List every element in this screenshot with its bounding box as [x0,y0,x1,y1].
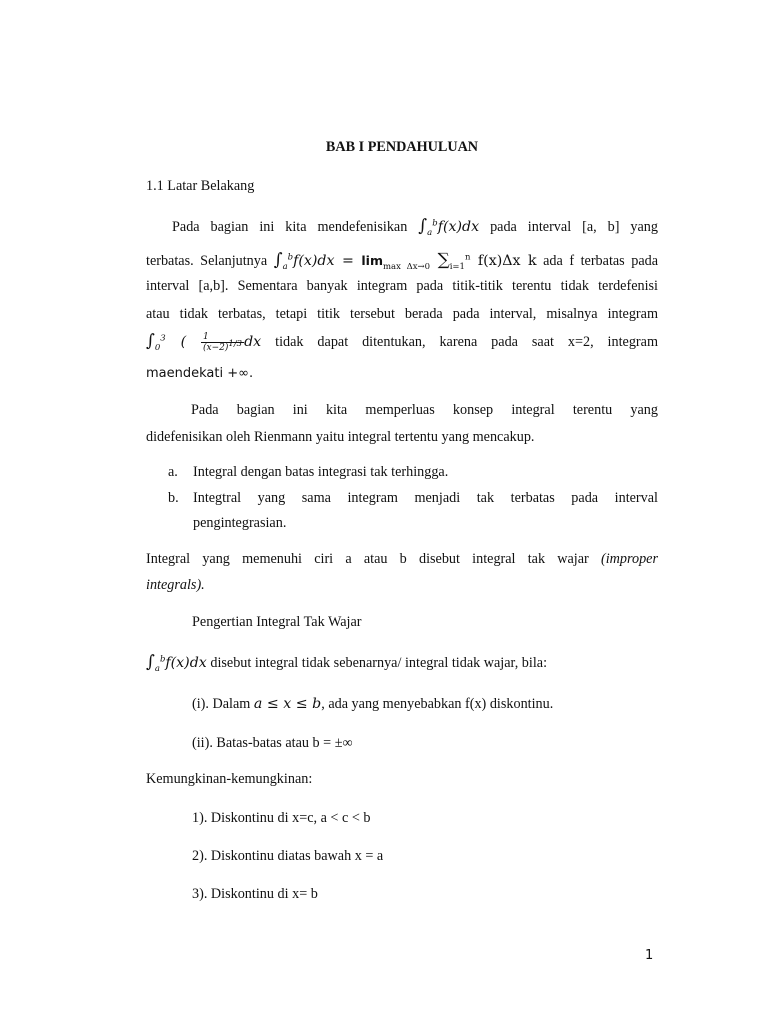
p1-line-5: $\int_0^3$ ( $\frac{1}{(x-2)^{1/3}}$ dx tidak dapat ditentukan, karena pada saat x=2, integram [146,331,658,353]
subheading: Pengertian Integral Tak Wajar [192,614,362,630]
p1-line-6: maendekati +∞. [146,366,254,381]
p3-line-2: integrals). [146,577,205,593]
chapter-title: BAB I PENDAHULUAN [325,139,479,155]
p1-line-3: interval [a,b]. Sementara banyak integram pada titik-titik terentu tidak terdefenisi [146,278,658,294]
interval-inequality: a ≤ x ≤ b [253,696,322,712]
integral-f-x-dx: $\int_a^bf(x)dx$ [418,216,480,238]
p3-line-1: Integral yang memenuhi ciri a atau b disebut integral tak wajar (improper [146,551,658,567]
list-marker-a: a. [168,464,178,480]
list-item-a: Integral dengan batas integrasi tak terhingga. [193,464,449,480]
example-integral: $\int_0^3$ ( $\frac{1}{(x-2)^{1/3}}$ dx [146,331,262,353]
p1-line-4: atau tidak terbatas, tetapi titik tersebut berada pada interval, misalnya integram [146,306,658,322]
p2-line-2: didefenisikan oleh Rienmann yaitu integral tertentu yang mencakup. [146,429,535,445]
page-number: 1 [645,948,654,963]
definition-integral: $\int_a^bf(x)dx$ [146,652,207,674]
section-heading: 1.1 Latar Belakang [146,178,255,194]
list-item-b-line-2: pengintegrasian. [193,515,287,531]
list-item-b-line-1: Integtral yang sama integram menjadi tak terbatas pada interval [193,490,658,506]
riemann-sum-formula: $\int_a^bf(x)dx = \lim_{max \Delta x\to 0} \sum_{i=1}^n$ f(x)Δx k [273,250,537,272]
case-1: 1). Diskontinu di x=c, a < c < b [192,810,371,826]
case-3: 3). Diskontinu di x= b [192,886,318,902]
case-2: 2). Diskontinu diatas bawah x = a [192,848,384,864]
list-marker-b: b. [168,490,179,506]
definition-line: $\int_a^bf(x)dx$ disebut integral tidak sebenarnya/ integral tidak wajar, bila: [146,652,548,674]
p2-line-1: Pada bagian ini kita memperluas konsep integral terentu yang [191,402,658,418]
kemungkinan-heading: Kemungkinan-kemungkinan: [146,771,313,787]
p1-line-1: Pada bagian ini kita mendefenisikan $\int_a^bf(x)dx$ pada interval [a, b] yang [172,216,658,238]
condition-1: (i). Dalam a ≤ x ≤ b, ada yang menyebabkan f(x) diskontinu. [192,696,554,712]
condition-2: (ii). Batas-batas atau b = ±∞ [192,735,353,751]
p1-line-2: terbatas. Selanjutnya $\int_a^bf(x)dx = \lim_{max \Delta x\to 0} \sum_{i=1}^n$ f(x)Δx k ada f terbatas pada [146,250,659,272]
